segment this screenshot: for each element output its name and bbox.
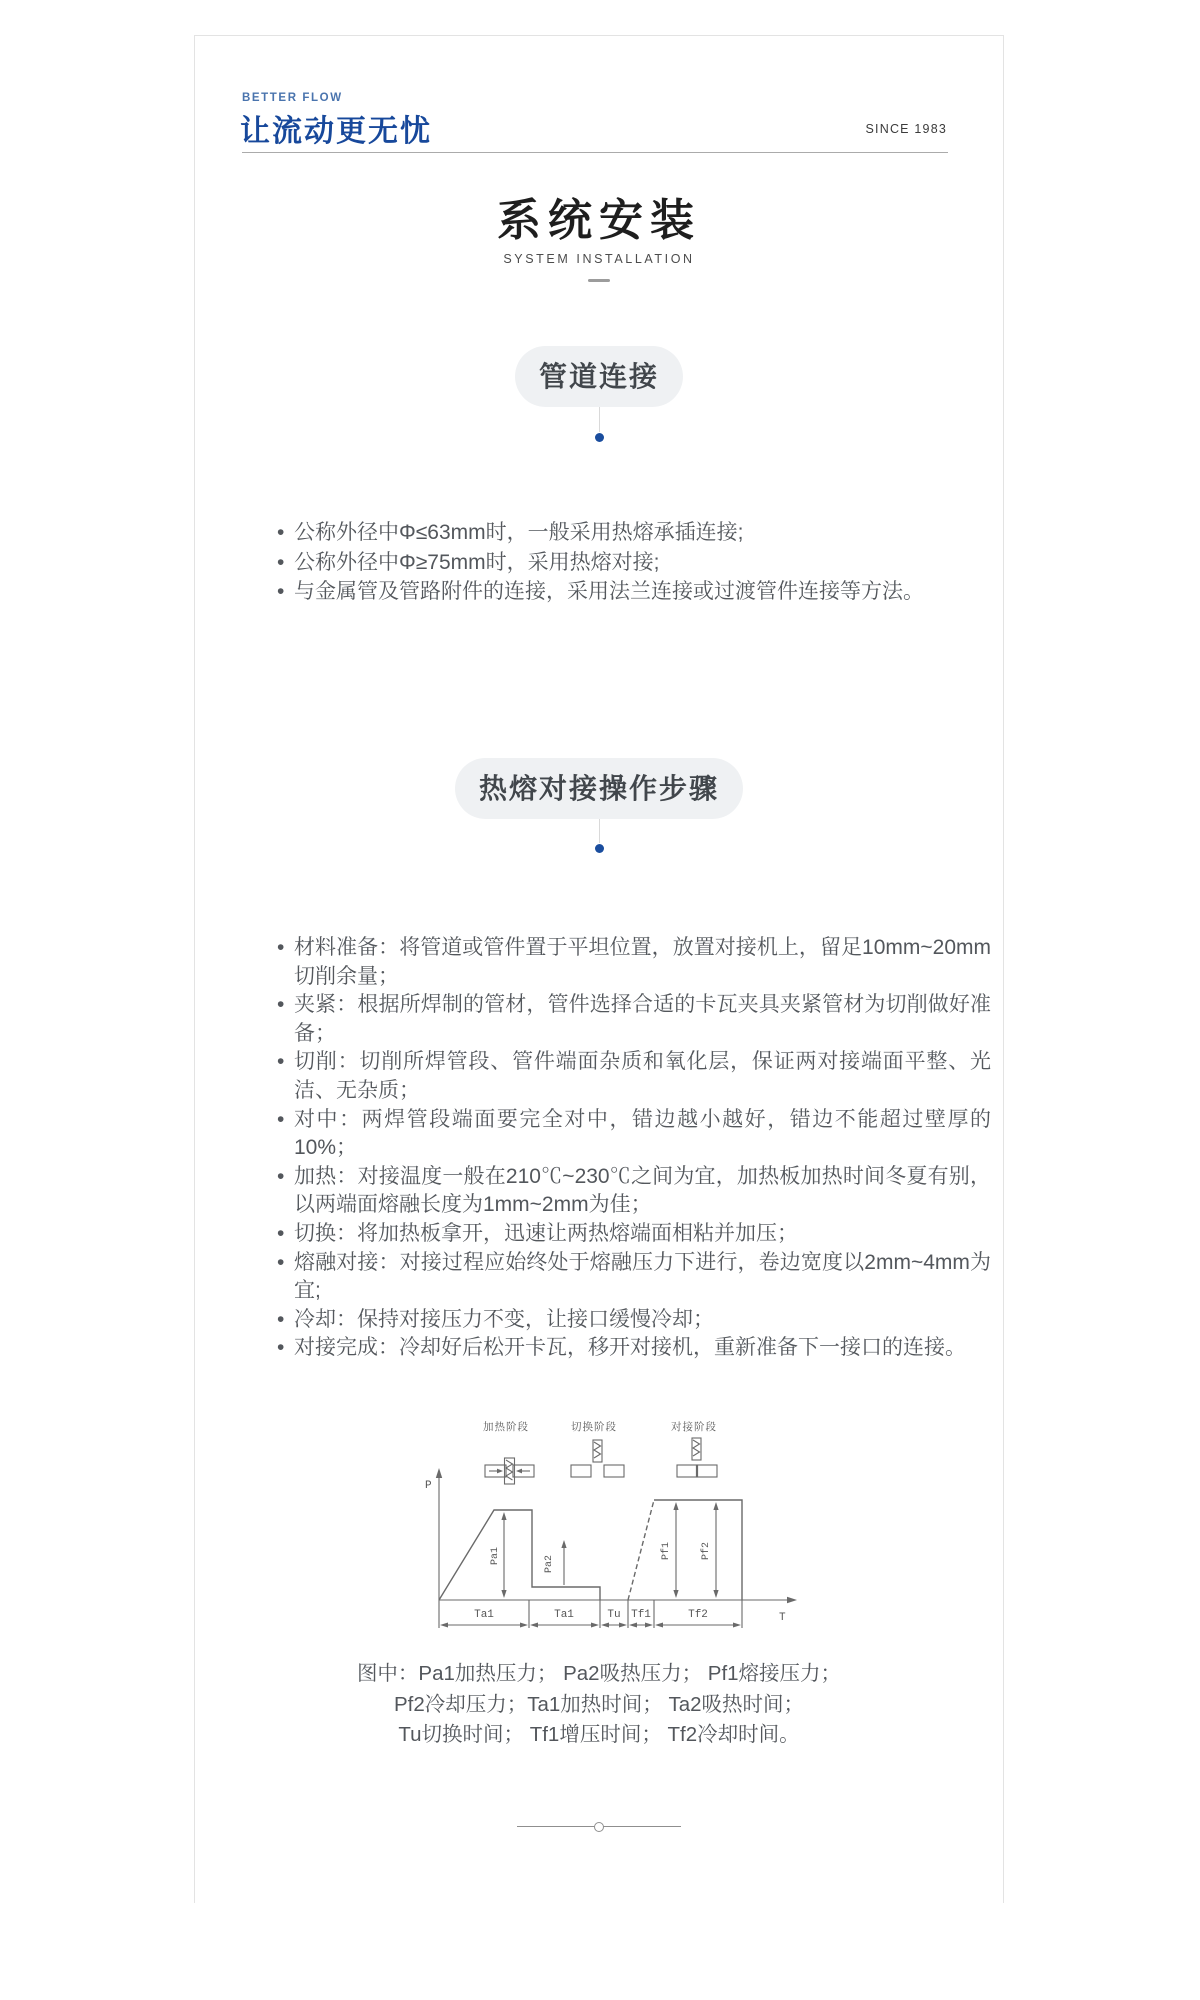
caption-line: Pf2冷却压力；Ta1加热时间； Ta2吸热时间； [393,1692,805,1716]
stage-label-heating: 加热阶段 [483,1421,529,1433]
pa2-label: Pa2 [544,1554,555,1574]
pa1-label: Pa1 [490,1546,501,1566]
pf1-dimension [660,1502,679,1598]
time-label-tf2: Tf2 [688,1609,708,1621]
pa1-dimension [490,1512,507,1598]
pressure-axis-label: P [425,1480,432,1492]
content-card [194,35,1004,1903]
switching-stage-icon [571,1440,624,1477]
time-dimension-arrows [440,1623,741,1628]
list-item: • 切换：将加热板拿开，迅速让两热熔端面相粘并加压； [277,1220,991,1249]
header-divider [242,152,948,153]
section-badge-butt-fusion-steps: 热熔对接操作步骤 [455,758,743,819]
badge-connector-dot [595,844,604,853]
pipe-connection-list [277,518,991,607]
list-item: • 夹紧：根据所焊制的管材，管件选择合适的卡瓦夹具夹紧管材为切削做好准备； [277,991,991,1048]
butt-fusion-steps-list [277,934,991,1363]
list-item: • 熔融对接：对接过程应始终处于熔融压力下进行，卷边宽度以2mm~4mm为宜; [277,1249,991,1306]
list-item: • 公称外径中Φ≥75mm时，采用热熔对接; [277,548,991,578]
page-title: 系统安装 [497,196,701,245]
diagram-axes [425,1468,797,1624]
time-label-ta1: Ta1 [474,1609,494,1621]
brand-since-label: SINCE 1983 [865,122,947,136]
list-item: • 加热：对接温度一般在210℃~230℃之间为宜，加热板加热时间冬夏有别，以两端面熔融长度为1mm~2mm为佳； [277,1163,991,1220]
brand-logo-text: 让流动更无忧 [240,115,432,148]
title-dash-ornament [588,279,610,282]
pressure-curve [439,1500,742,1600]
pf2-dimension [700,1502,719,1598]
heating-stage-icon [485,1458,534,1484]
badge-connector-line [599,407,600,432]
time-label-tu: Tu [607,1609,621,1621]
list-item: • 对接完成：冷却好后松开卡瓦，移开对接机，重新准备下一接口的连接。 [277,1334,991,1363]
diagram-caption [195,1659,1003,1751]
stage-label-joining: 对接阶段 [671,1421,717,1433]
caption-line: 图中：Pa1加热压力； Pa2吸热压力； Pf1熔接压力； [356,1662,842,1685]
time-axis-label: T [779,1612,786,1624]
badge-connector-line [599,819,600,843]
bottom-divider-circle-icon [594,1822,604,1832]
time-label-tf1: Tf1 [631,1609,651,1621]
badge-connector-dot [595,433,604,442]
pressure-time-diagram [401,1396,801,1648]
stage-label-switching: 切换阶段 [571,1421,617,1433]
section-badge-pipe-connection: 管道连接 [515,346,683,407]
list-item: • 公称外径中Φ≤63mm时，一般采用热熔承插连接; [277,518,991,548]
pa2-dimension [544,1540,567,1585]
time-label-ta2: Ta1 [554,1609,574,1621]
brand-tagline: BETTER FLOW [242,92,343,104]
pf1-label: Pf1 [661,1541,672,1561]
joining-stage-icon [677,1438,717,1477]
list-item: • 冷却：保持对接压力不变，让接口缓慢冷却； [277,1306,991,1335]
list-item: • 切削：切削所焊管段、管件端面杂质和氧化层，保证两对接端面平整、光洁、无杂质； [277,1048,991,1105]
pf2-label: Pf2 [701,1541,712,1561]
page-subtitle: SYSTEM INSTALLATION [503,252,695,266]
list-item: • 材料准备：将管道或管件置于平坦位置，放置对接机上，留足10mm~20mm切削余量； [277,934,991,991]
bottom-divider [517,1822,681,1832]
list-item: • 对中：两焊管段端面要完全对中，错边越小越好，错边不能超过壁厚的10%； [277,1106,991,1163]
caption-line: Tu切换时间； Tf1增压时间； Tf2冷却时间。 [398,1723,800,1746]
list-item: • 与金属管及管路附件的连接，采用法兰连接或过渡管件连接等方法。 [277,577,991,607]
